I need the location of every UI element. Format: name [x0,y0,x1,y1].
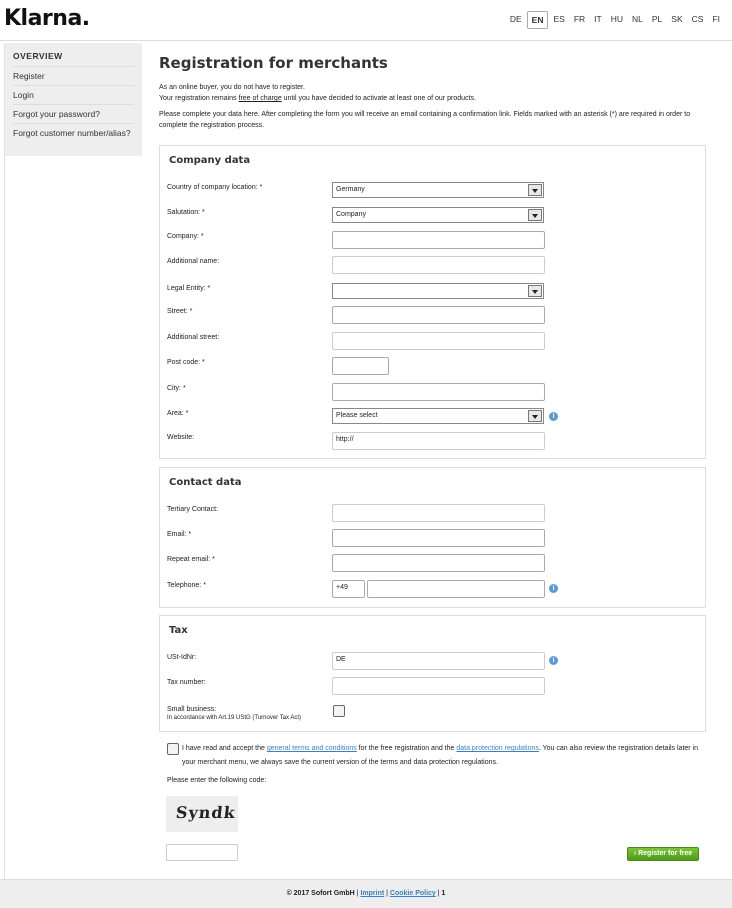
language-switcher [505,11,724,29]
footer-copyright: © 2017 Sofort GmbH [286,890,355,897]
repeat-email-input[interactable] [332,554,545,572]
terms-mid: for the free registration and the [356,745,457,752]
row-additional-street [167,332,697,350]
lang-de[interactable]: DE [509,14,522,24]
row-telephone [167,580,697,598]
chevron-down-icon [528,410,542,422]
postcode-label: Post code: * [167,359,205,366]
company-data-heading: Company data [169,155,251,166]
street-input[interactable] [332,306,545,324]
legal-entity-select[interactable] [332,283,544,299]
row-salutation [167,207,697,225]
legal-entity-label: Legal Entity: * [167,285,211,292]
company-data-panel [159,145,706,459]
telephone-prefix-input[interactable]: +49 [332,580,365,598]
street-label: Street: * [167,308,193,315]
row-tax-number [167,677,697,695]
postcode-input[interactable] [332,357,389,375]
tertiary-contact-label: Tertiary Contact: [167,506,218,513]
sidebar-rule [4,43,5,879]
contact-data-panel [159,467,706,608]
intro-line-2-post: until you have decided to activate at least one of our products. [281,95,476,102]
sidebar-item-forgot-customer-number[interactable]: Forgot customer number/alias? [13,128,131,138]
row-legal-entity [167,283,697,301]
captcha-image [166,796,238,832]
row-repeat-email [167,554,697,572]
lang-sk[interactable]: SK [671,14,683,24]
lang-nl[interactable]: NL [632,14,643,24]
salutation-value: Company [336,211,366,218]
row-country [167,182,697,200]
row-additional-name [167,256,697,274]
lang-pl[interactable]: PL [651,14,663,24]
sidebar-item-login[interactable]: Login [13,86,134,105]
city-label: City: * [167,385,186,392]
company-label: Company: * [167,233,204,240]
imprint-link[interactable]: Imprint [360,890,385,897]
row-tertiary-contact [167,504,697,522]
row-city [167,383,697,401]
captcha-code: Syndk [175,803,237,822]
header [0,0,732,40]
city-input[interactable] [332,383,545,401]
area-value: Please select [336,412,378,419]
contact-data-heading: Contact data [169,477,242,488]
info-icon[interactable]: i [549,656,558,665]
ust-input[interactable]: DE [332,652,545,670]
country-select[interactable] [332,182,544,198]
footer-suffix: 1 [441,890,446,897]
small-business-label [167,706,301,721]
row-ust [167,652,697,670]
captcha-input[interactable] [166,844,238,861]
info-icon[interactable]: i [549,584,558,593]
intro-text [159,82,707,131]
header-divider [0,40,732,41]
website-label: Website: [167,434,195,441]
data-protection-link[interactable]: data protection regulations [456,745,539,752]
klarna-logo[interactable]: Klarna. [4,6,90,31]
tax-panel [159,615,706,732]
additional-street-label: Additional street: [167,334,220,341]
tax-number-input[interactable] [332,677,545,695]
lang-it[interactable]: IT [594,14,602,24]
lang-cs[interactable]: CS [691,14,704,24]
info-icon[interactable]: i [549,412,558,421]
terms-acceptance [167,742,712,770]
intro-line-3: Please complete your data here. After completing the form you will receive an email containing a confirmation link. Fields marked with an asterisk (*) are required in order to complete the registration process. [159,111,691,129]
terms-pre: I have read and accept the [182,745,267,752]
main-content [159,54,707,135]
tax-number-label: Tax number: [167,679,206,686]
chevron-down-icon [528,285,542,297]
lang-fr[interactable]: FR [573,14,586,24]
terms-text [167,742,712,770]
additional-name-label: Additional name: [167,258,220,265]
row-street [167,306,697,324]
intro-line-2-pre: Your registration remains [159,95,239,102]
ust-label: USt-IdNr: [167,654,197,661]
sidebar-item-forgot-password[interactable]: Forgot your password? [13,105,134,124]
register-button[interactable]: › Register for free [627,847,699,861]
terms-post: . You can also review the registration details later in your merchant menu, we always save the current version of the terms and data protection regulations. [182,745,699,766]
lang-es[interactable]: ES [553,14,565,24]
tax-heading: Tax [169,625,188,636]
company-input[interactable] [332,231,545,249]
captcha-label: Please enter the following code: [167,777,267,784]
lang-fi[interactable]: FI [712,14,720,24]
small-business-title: Small business: [167,706,217,713]
cookie-policy-link[interactable]: Cookie Policy [389,890,436,897]
telephone-label: Telephone: * [167,582,206,589]
terms-checkbox[interactable] [167,743,179,755]
area-label: Area: * [167,410,189,417]
sidebar [4,43,142,156]
chevron-down-icon [528,184,542,196]
tertiary-contact-input[interactable] [332,504,545,522]
area-select[interactable] [332,408,544,424]
row-area [167,408,697,426]
additional-name-input[interactable] [332,256,545,274]
lang-en[interactable]: EN [527,11,549,29]
intro-line-1: As an online buyer, you do not have to register. [159,84,305,91]
sidebar-title: OVERVIEW [13,51,134,67]
row-company [167,231,697,249]
telephone-input[interactable] [367,580,545,598]
footer: © 2017 Sofort GmbH | Imprint | Cookie Policy | 1 [0,879,732,908]
salutation-label: Salutation: * [167,209,205,216]
row-postcode [167,357,697,375]
row-website [167,432,697,450]
chevron-down-icon [528,209,542,221]
small-business-note: In accordance with Art.19 UStG (Turnover Tax Act) [167,715,302,721]
terms-link[interactable]: general terms and conditions [266,745,357,752]
repeat-email-label: Repeat email: * [167,556,215,563]
row-small-business [167,704,697,726]
free-of-charge-link[interactable]: free of charge [238,95,282,102]
small-business-checkbox[interactable] [333,705,345,717]
sidebar-item-register[interactable]: Register [13,67,134,86]
email-input[interactable] [332,529,545,547]
row-email [167,529,697,547]
website-input[interactable]: http:// [332,432,545,450]
lang-hu[interactable]: HU [610,14,623,24]
salutation-select[interactable] [332,207,544,223]
country-value: Germany [336,186,365,193]
country-label: Country of company location: * [167,184,263,191]
page-title: Registration for merchants [159,54,388,72]
email-label: Email: * [167,531,192,538]
additional-street-input[interactable] [332,332,545,350]
